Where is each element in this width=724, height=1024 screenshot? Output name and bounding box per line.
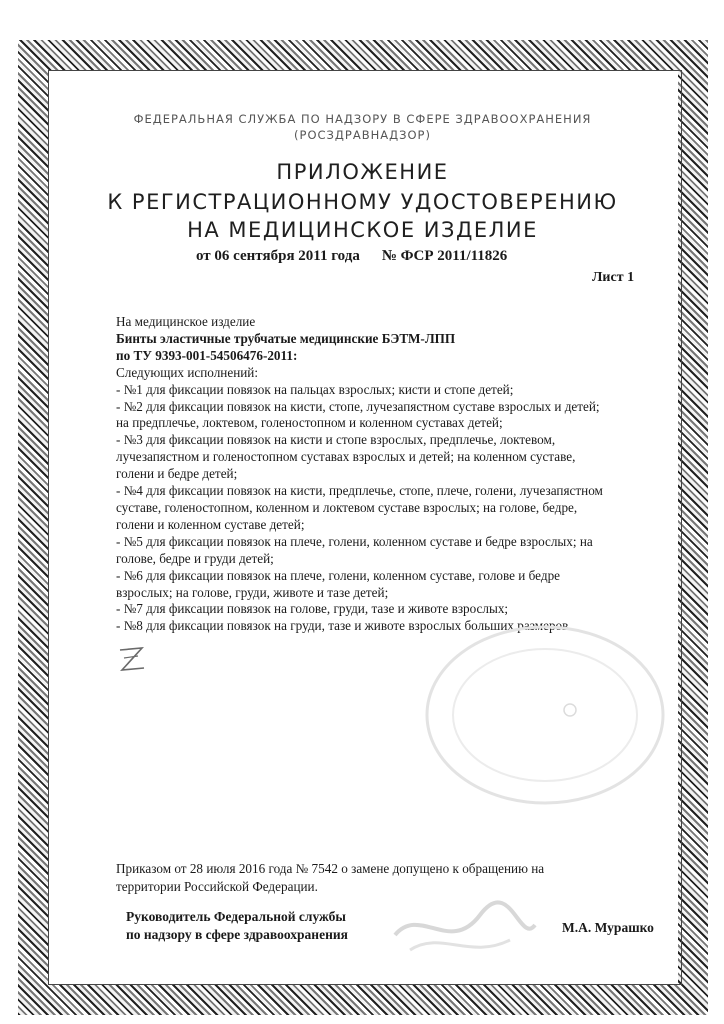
signatory-name: М.А. Мурашко: [562, 920, 654, 935]
signatory-position: [126, 908, 348, 944]
variant-line: - №7 для фиксации повязок на голове, груди, тазе и животе взрослых;: [116, 601, 509, 617]
signatory-position-line: Руководитель Федеральной службы: [126, 909, 346, 924]
agency-abbreviation: (РОСЗДРАВНАДЗОР): [294, 128, 431, 142]
signatory-position-line: по надзору в сфере здравоохранения: [126, 927, 348, 942]
agency-name: ФЕДЕРАЛЬНАЯ СЛУЖБА ПО НАДЗОРУ В СФЕРЕ ЗДРАВООХРАНЕНИЯ: [133, 112, 592, 126]
variant-line: - №1 для фиксации повязок на пальцах взрослых; кисти и стопе детей;: [116, 381, 514, 397]
order-line: Приказом от 28 июля 2016 года № 7542 о замене допущено к обращению на: [116, 861, 545, 876]
body-intro: На медицинское изделие: [116, 314, 256, 329]
variant-line: голени и бедре детей;: [116, 466, 238, 482]
variant-line: - №2 для фиксации повязок на кисти, стопе, лучезапястном суставе взрослых и детей;: [116, 398, 600, 414]
variant-line: - №8 для фиксации повязок на груди, тазе и животе взрослых больших размеров.: [116, 618, 572, 634]
variant-line: суставе, голеностопном, коленном и локтевом суставе взрослых; на голове, бедре,: [116, 499, 578, 515]
product-name: Бинты эластичные трубчатые медицинские БЭТМ-ЛПП: [116, 330, 456, 346]
order-notice: [116, 860, 544, 895]
variant-line: - №4 для фиксации повязок на кисти, предплечье, стопе, плече, голени, лучезапястном: [116, 483, 603, 499]
variant-line: - №6 для фиксации повязок на плече, голени, коленном суставе, голове и бедре: [116, 567, 561, 583]
document-title: ПРИЛОЖЕНИЕ: [276, 160, 449, 184]
variant-line: взрослых; на голове, груди, животе и тазе детей;: [116, 584, 389, 600]
faded-stamp: [420, 620, 670, 810]
document-subtitle-line1: К РЕГИСТРАЦИОННОМУ УДОСТОВЕРЕНИЮ: [107, 190, 618, 214]
registration-date: от 06 сентября 2011 года: [196, 248, 360, 264]
sheet-number: Лист 1: [592, 270, 635, 285]
variant-line: голове, бедре и груди детей;: [116, 550, 274, 566]
order-line: территории Российской Федерации.: [116, 878, 318, 894]
document-body: [116, 314, 636, 635]
variant-line: лучезапястном и голеностопном суставах взрослых и детей; на коленном суставе,: [116, 449, 576, 465]
signature-smudge: [390, 895, 540, 965]
variant-line: - №5 для фиксации повязок на плече, голени, коленном суставе и бедре взрослых; на: [116, 533, 593, 549]
variant-line: - №3 для фиксации повязок на кисти и стопе взрослых, предплечье, локтевом,: [116, 432, 556, 448]
registration-number: № ФСР 2011/11826: [381, 248, 508, 264]
handwritten-mark: [112, 640, 152, 680]
variant-line: на предплечье, локтевом, голеностопном и коленном суставах детей;: [116, 415, 503, 431]
variants-heading: Следующих исполнений:: [116, 364, 259, 380]
document-subtitle-line2: НА МЕДИЦИНСКОЕ ИЗДЕЛИЕ: [187, 218, 538, 242]
product-spec: по ТУ 9393-001-54506476-2011:: [116, 347, 298, 363]
registration-line: [196, 248, 507, 265]
variant-line: голени и коленном суставе детей;: [116, 516, 305, 532]
